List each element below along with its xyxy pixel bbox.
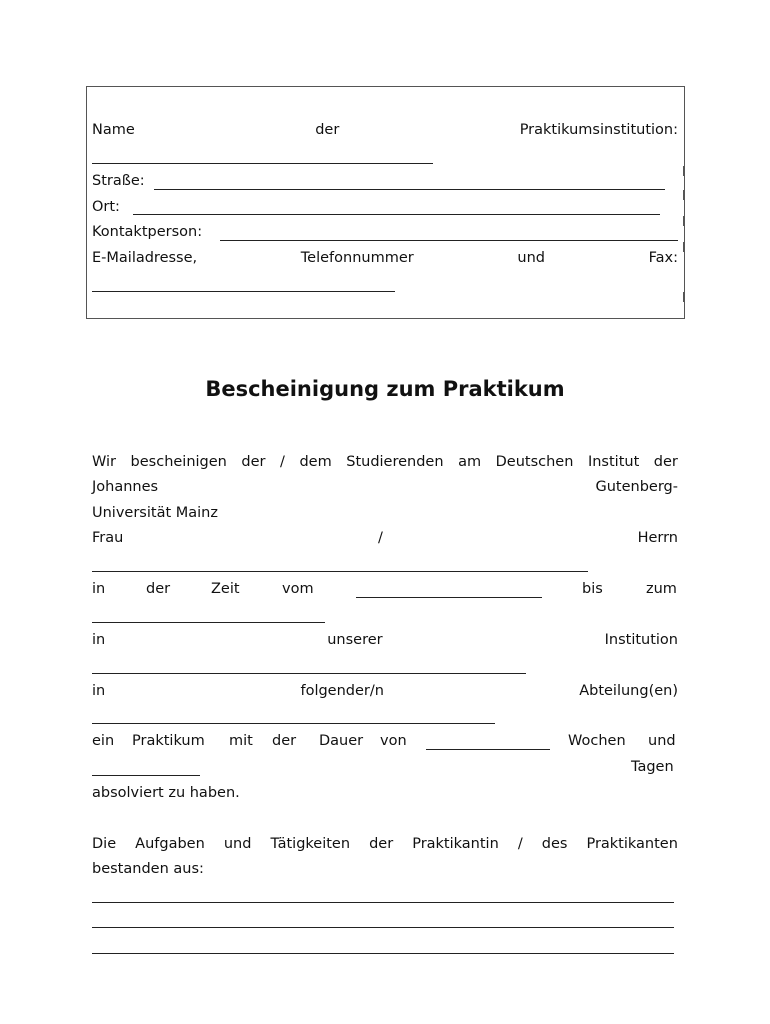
duration-word: der [272, 733, 297, 749]
box-tick [683, 242, 684, 252]
box-tick [683, 292, 684, 302]
box-tick [86, 242, 87, 252]
city-field[interactable] [133, 214, 660, 215]
box-tick [86, 190, 87, 200]
tasks-line: Die Aufgaben und Tätigkeiten der Praktikantin / des Praktikanten [92, 836, 678, 852]
tagen-label: Tagen [631, 759, 674, 775]
weeks-field[interactable] [426, 749, 550, 750]
institution-name-label: Name der Praktikumsinstitution: [92, 122, 678, 138]
period-word: Zeit [211, 581, 240, 597]
box-tick [683, 166, 684, 176]
department-field[interactable] [92, 723, 495, 724]
page-title: Bescheinigung zum Praktikum [205, 377, 565, 401]
period-word: vom [282, 581, 314, 597]
box-tick [86, 292, 87, 302]
completed-text: absolviert zu haben. [92, 785, 240, 801]
institution-line: in unserer Institution [92, 632, 678, 648]
university-line-2: Universität Mainz [92, 505, 218, 521]
contact-info-field[interactable] [92, 291, 395, 292]
duration-word: mit [229, 733, 253, 749]
department-line: in folgender/n Abteilung(en) [92, 683, 678, 699]
contact-info-label: E-Mailadresse, Telefonnummer und Fax: [92, 250, 678, 266]
end-date-field[interactable] [92, 622, 325, 623]
student-name-field[interactable] [92, 571, 588, 572]
duration-word: ein [92, 733, 115, 749]
university-line-1: Johannes Gutenberg- [92, 479, 678, 495]
start-date-field[interactable] [356, 597, 542, 598]
contact-field[interactable] [220, 240, 678, 241]
tasks-field-2[interactable] [92, 927, 674, 928]
tasks-field-1[interactable] [92, 902, 674, 903]
tasks-line-end: bestanden aus: [92, 861, 204, 877]
zum-label: zum [646, 581, 677, 597]
institution-name-field[interactable] [92, 163, 433, 164]
wochen-label: Wochen [568, 733, 626, 749]
days-field[interactable] [92, 775, 200, 776]
duration-word: Dauer [319, 733, 364, 749]
institution-field[interactable] [92, 673, 526, 674]
period-from-label: in [92, 581, 106, 597]
intro-line: Wir bescheinigen der / dem Studierenden am Deutschen Institut der [92, 454, 678, 470]
street-label: Straße: [92, 173, 145, 189]
und-label: und [648, 733, 676, 749]
institution-box [86, 86, 685, 319]
bis-label: bis [582, 581, 603, 597]
box-tick [683, 190, 684, 200]
box-tick [86, 216, 87, 226]
contact-label: Kontaktperson: [92, 224, 203, 240]
period-word: der [146, 581, 171, 597]
student-line: Frau / Herrn [92, 530, 678, 546]
box-tick [683, 216, 684, 226]
duration-word: Praktikum [132, 733, 205, 749]
city-label: Ort: [92, 199, 120, 215]
box-tick [86, 166, 87, 176]
duration-word: von [380, 733, 407, 749]
tasks-field-3[interactable] [92, 953, 674, 954]
street-field[interactable] [154, 189, 665, 190]
